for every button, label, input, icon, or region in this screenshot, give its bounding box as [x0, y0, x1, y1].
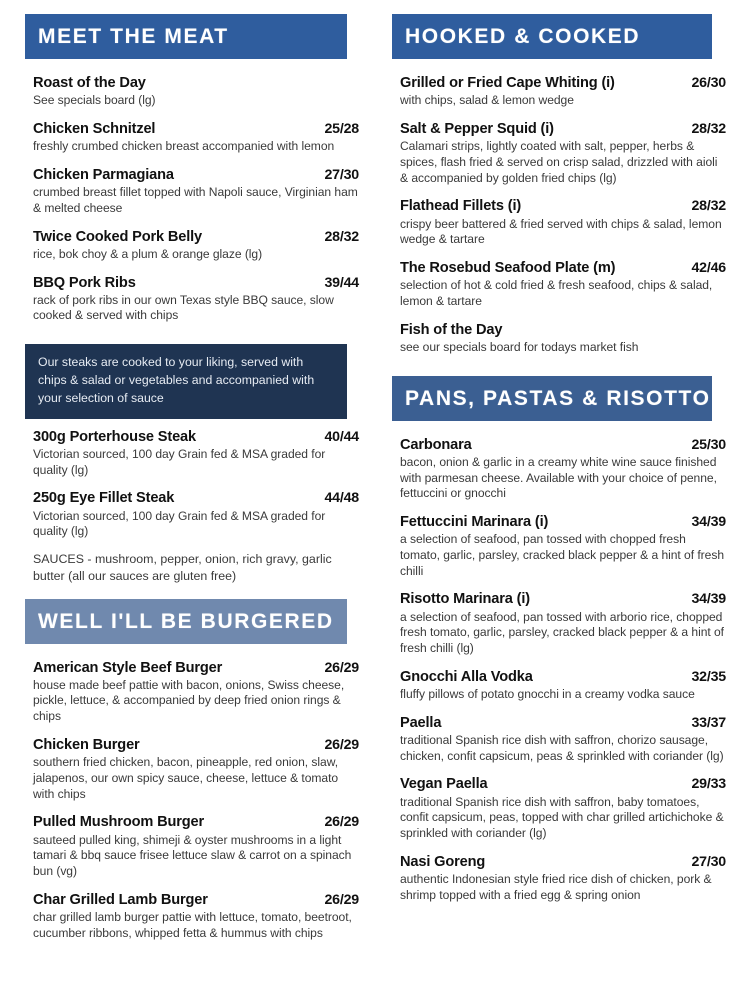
menu-item-price: 26/29 [324, 736, 359, 753]
menu-item-price: 28/32 [324, 228, 359, 245]
menu-item-head [33, 659, 359, 677]
menu-item-head [33, 813, 359, 831]
menu-item-head [400, 197, 726, 215]
menu-item [33, 891, 359, 942]
menu-item-name: Grilled or Fried Cape Whiting (i) [400, 75, 615, 91]
menu-item-name: Chicken Burger [33, 736, 140, 753]
menu-item-description: selection of hot & cold fried & fresh seafood, chips & salad, lemon & tartare [400, 278, 713, 308]
menu-item [400, 74, 726, 109]
menu-item-price: 27/30 [324, 166, 359, 183]
menu-item [33, 659, 359, 725]
menu-item-name: Vegan Paella [400, 776, 488, 793]
left-column [25, 14, 361, 990]
menu-item-description: a selection of seafood, pan tossed with arborio rice, chopped fresh tomato, garlic, parsley, cracked black pepper & a hint of fresh chilli (lg) [400, 609, 724, 656]
menu-item-description: rice, bok choy & a plum & orange glaze (lg) [33, 246, 263, 261]
menu-item-name: Chicken Schnitzel [33, 120, 156, 137]
menu-item [33, 228, 359, 263]
menu-item-price: 26/30 [691, 75, 726, 91]
menu-item-price: 26/29 [324, 891, 359, 908]
menu-item [400, 513, 726, 579]
menu-item [400, 321, 726, 356]
menu-item-name: Salt & Pepper Squid (i) [400, 120, 554, 137]
menu-item-name: American Style Beef Burger [33, 659, 223, 676]
menu-item-head [400, 513, 726, 531]
menu-item-head [33, 489, 359, 507]
menu-item-name: Fish of the Day [400, 321, 503, 338]
section-header-hooked-and-cooked: HOOKED & COOKED [392, 14, 712, 59]
menu-item-description: traditional Spanish rice dish with saffron, chorizo sausage, chicken, confit capsicum, peas & sprinkled with coriander (lg) [400, 733, 724, 763]
menu-item-price: 25/30 [691, 436, 726, 453]
menu-item [33, 736, 359, 802]
menu-item-head [400, 775, 726, 793]
menu-item-head [33, 120, 359, 138]
menu-item [400, 590, 726, 656]
menu-item-name: Carbonara [400, 436, 472, 453]
menu-item [400, 259, 726, 310]
menu-item-description: bacon, onion & garlic in a creamy white wine sauce finished with parmesan cheese. Available with your choice of penne, fettuccini or gnocchi [400, 454, 717, 501]
menu-item-price: 42/46 [691, 260, 726, 277]
menu-item-name: BBQ Pork Ribs [33, 274, 136, 291]
menu-item-description: Victorian sourced, 100 day Grain fed & MSA graded for quality (lg) [33, 508, 326, 539]
burger-items-list [25, 659, 361, 942]
menu-item-name: Fettuccini Marinara (i) [400, 514, 549, 531]
menu-item-price: 26/29 [324, 659, 359, 676]
menu-item-head [400, 436, 726, 454]
menu-item-description: southern fried chicken, bacon, pineapple, red onion, slaw, jalapenos, our own spicy sauce, cheese, lettuce & tomato with chips [33, 755, 339, 801]
menu-item-description: house made beef pattie with bacon, onions, Swiss cheese, pickle, lettuce, & accompanied by deep fried onion rings & chips [33, 677, 345, 724]
menu-item-head [33, 166, 359, 184]
menu-item-head [33, 891, 359, 909]
menu-item [33, 74, 359, 109]
spacer [25, 335, 361, 344]
pasta-items-list [392, 436, 728, 904]
menu-item-price: 32/35 [691, 668, 726, 685]
section-header-well-ill-be-burgered: WELL I'LL BE BURGERED [25, 599, 347, 644]
steak-items-list [25, 428, 361, 540]
menu-item-head [400, 668, 726, 686]
menu-item [33, 489, 359, 540]
menu-item-name: 250g Eye Fillet Steak [33, 490, 175, 507]
menu-item-description: a selection of seafood, pan tossed with chopped fresh tomato, garlic, parsley, cracked black pepper & a hint of fresh chilli [400, 532, 724, 578]
menu-item-price: 28/32 [691, 120, 726, 137]
menu-item-price: 27/30 [691, 853, 726, 870]
menu-item-head [33, 228, 359, 246]
menu-item [33, 813, 359, 879]
menu-item-name: Roast of the Day [33, 75, 146, 91]
menu-item-description: with chips, salad & lemon wedge [400, 93, 574, 108]
menu-item-description: sauteed pulled king, shimeji & oyster mushrooms in a light tamari & bbq sauce frisee lettuce slaw & carrot on a spinach bun (vg) [33, 832, 352, 878]
spacer [392, 59, 728, 74]
menu-item [400, 668, 726, 703]
menu-item-price: 44/48 [324, 490, 359, 507]
menu-item-description: traditional Spanish rice dish with saffron, baby tomatoes, confit capsicum, peas, topped with char grilled artichichoke & sprinkled with coriander (lg) [400, 794, 724, 841]
menu-item-head [33, 74, 359, 92]
menu-item [33, 274, 359, 325]
menu-item-price: 40/44 [324, 428, 359, 445]
menu-item [33, 166, 359, 217]
menu-item-name: Twice Cooked Pork Belly [33, 228, 203, 245]
meat-items-list [25, 74, 361, 324]
menu-item-head [33, 274, 359, 292]
menu-item-name: Char Grilled Lamb Burger [33, 891, 208, 908]
menu-item [400, 714, 726, 765]
sauces-note: SAUCES - mushroom, pepper, onion, rich gravy, garlic butter (all our sauces are gluten free) [33, 552, 332, 583]
menu-item [400, 775, 726, 841]
menu-item-name: The Rosebud Seafood Plate (m) [400, 260, 616, 277]
menu-item [400, 197, 726, 248]
menu-item-name: Chicken Parmagiana [33, 166, 174, 183]
menu-item-description: freshly crumbed chicken breast accompanied with lemon [33, 139, 335, 154]
menu-item-price: 26/29 [324, 814, 359, 831]
menu-item-head [400, 714, 726, 732]
spacer [25, 59, 361, 74]
menu-item-name: Gnocchi Alla Vodka [400, 668, 533, 685]
spacer [392, 367, 728, 376]
menu-item-price: 29/33 [691, 776, 726, 793]
menu-item-description: crispy beer battered & fried served with chips & salad, lemon wedge & tartare [400, 216, 722, 247]
menu-item-description: fluffy pillows of potato gnocchi in a creamy vodka sauce [400, 687, 695, 702]
menu-item-name: 300g Porterhouse Steak [33, 428, 196, 445]
menu-item-description: Victorian sourced, 100 day Grain fed & MSA graded for quality (lg) [33, 446, 326, 477]
menu-item-description: char grilled lamb burger pattie with lettuce, tomato, beetroot, cucumber ribbons, whipped fetta & hummus with chips [33, 909, 352, 940]
steak-note-box: Our steaks are cooked to your liking, served with chips & salad or vegetables and accompanied with your selection of sauce [25, 344, 347, 418]
menu-item [400, 436, 726, 502]
menu-item-head [33, 736, 359, 754]
menu-item-head [400, 853, 726, 871]
spacer [392, 421, 728, 436]
menu-item-name: Flathead Fillets (i) [400, 198, 522, 215]
right-column [392, 14, 728, 990]
menu-item-head [400, 321, 726, 339]
menu-item-description: rack of pork ribs in our own Texas style BBQ sauce, slow cooked & served with chips [33, 292, 334, 323]
menu-item-description: authentic Indonesian style fried rice dish of chicken, pork & shrimp topped with a fried egg & spring onion [400, 872, 712, 902]
menu-item-description: crumbed breast fillet topped with Napoli sauce, Virginian ham & melted cheese [33, 185, 358, 215]
menu-item-head [400, 74, 726, 92]
menu-item [400, 120, 726, 186]
menu-item-description: see our specials board for todays market fish [400, 339, 639, 354]
menu-item-price: 28/32 [691, 198, 726, 215]
section-header-meet-the-meat: MEET THE MEAT [25, 14, 347, 59]
seafood-items-list [392, 74, 728, 356]
menu-item-head [33, 428, 359, 446]
section-header-pans-pastas-risotto: PANS, PASTAS & RISOTTO [392, 376, 712, 421]
menu-item-price: 33/37 [691, 714, 726, 731]
menu-item-name: Risotto Marinara (i) [400, 591, 530, 608]
menu-item-description: Calamari strips, lightly coated with salt, pepper, herbs & spices, flash fried & served on crisp salad, drizzled with aioli & accompanied by golden fried chips (lg) [400, 139, 718, 185]
menu-item [33, 120, 359, 155]
menu-item-head [400, 120, 726, 138]
menu-item-head [400, 590, 726, 608]
menu-item-name: Pulled Mushroom Burger [33, 814, 205, 831]
menu-item-description: See specials board (lg) [33, 93, 156, 108]
menu-item-price: 25/28 [324, 120, 359, 137]
spacer [25, 419, 361, 428]
menu-item-price: 34/39 [691, 591, 726, 608]
menu-item-price: 39/44 [324, 274, 359, 291]
menu-item [400, 853, 726, 904]
menu-item-price: 34/39 [691, 514, 726, 531]
menu-item [33, 428, 359, 479]
menu-item-head [400, 259, 726, 277]
menu-item-name: Nasi Goreng [400, 853, 486, 870]
menu-item-name: Paella [400, 714, 442, 731]
spacer [25, 644, 361, 659]
